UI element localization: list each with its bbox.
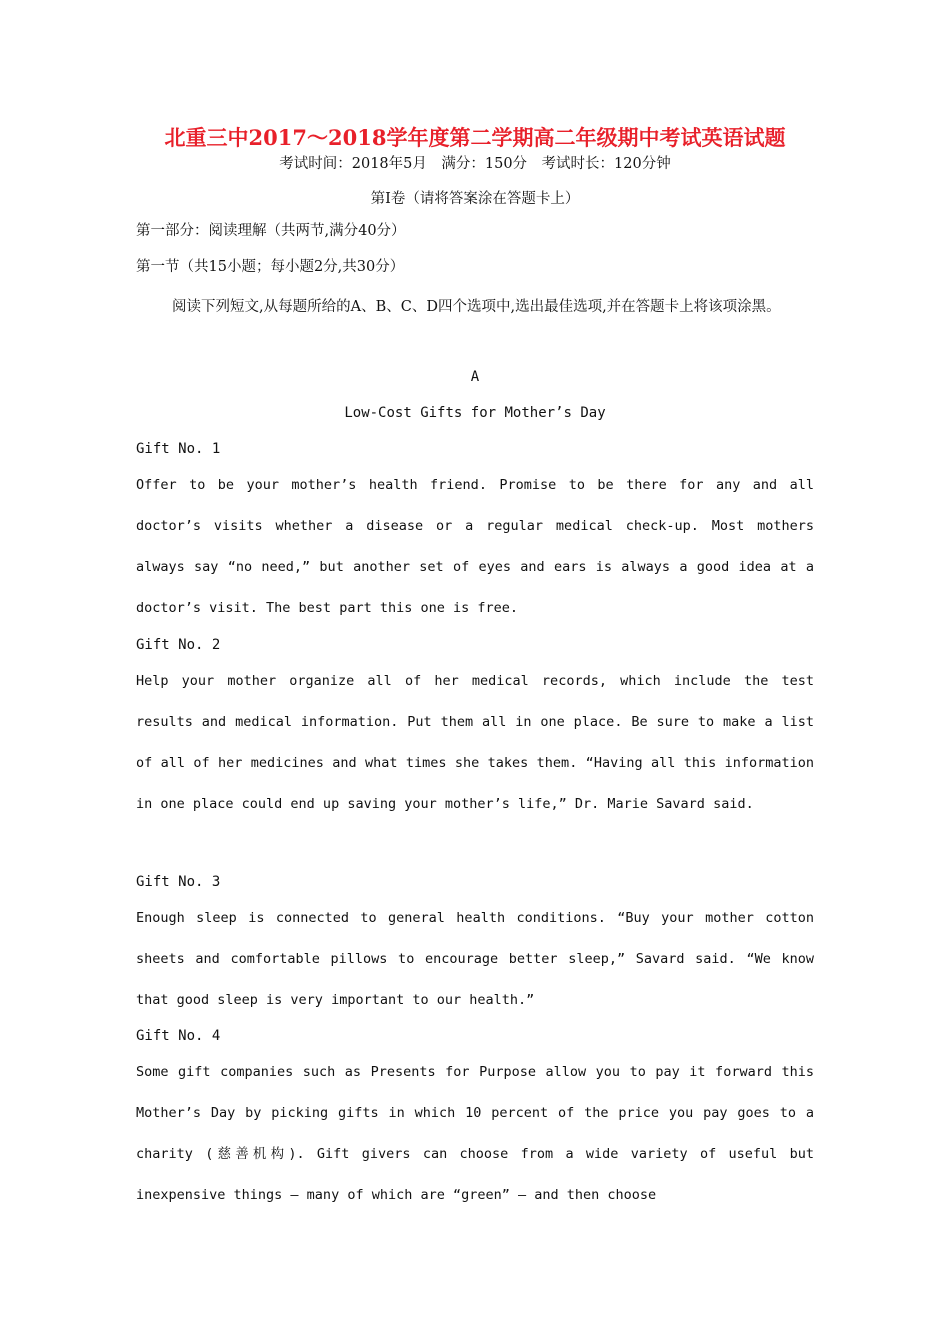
gift-3-heading: Gift No. 3 — [136, 874, 221, 890]
gift-4-text: Some gift companies such as Presents for Purpose allow you to pay it forward this Mother’s Day by picking gifts in which 10 percent of the price you pay goes to a charity (慈善机构). Gift givers can choose from a wide variety of useful but inexpensive things — many of which are “green” — and then choose — [136, 1064, 814, 1203]
gift-3-text: Enough sleep is connected to general health conditions. “Buy your mother cotton sheets and comfortable pillows to encourage better sleep,” Savard said. “We know that good sleep is very important to our health.” — [136, 910, 814, 1008]
gift-1-text: Offer to be your mother’s health friend. Promise to be there for any and all doctor’s visits whether a disease or a regular medical check-up. Most mothers always say “no need,” but another set of eyes and ears is always a good idea at a doctor’s visit. The best part this one is free. — [136, 477, 814, 616]
gift-2-heading: Gift No. 2 — [136, 637, 221, 653]
section-heading: 第一节（共15小题；每小题2分,共30分） — [136, 259, 405, 275]
gift-4-heading: Gift No. 4 — [136, 1028, 221, 1044]
exam-info: 考试时间：2018年5月 满分：150分 考试时长：120分钟 — [279, 156, 671, 172]
instructions: 阅读下列短文,从每题所给的A、B、C、D四个选项中,选出最佳选项,并在答题卡上将该项涂黑。 — [172, 299, 781, 315]
passage-title: Low-Cost Gifts for Mother’s Day — [344, 405, 606, 421]
passage-letter: A — [470, 369, 480, 385]
gift-2-text: Help your mother organize all of her medical records, which include the test results and medical information. Put them all in one place. Be sure to make a list of all of her medicines and what times she takes them. “Having all this information in one place could end up saving your mother’s life,” Dr. Marie Savard said. — [136, 673, 814, 812]
gift-1-heading: Gift No. 1 — [136, 441, 221, 457]
part-heading: 第一部分：阅读理解（共两节,满分40分） — [136, 223, 406, 239]
exam-title: 北重三中2017～2018学年度第二学期高二年级期中考试英语试题 — [164, 125, 786, 150]
volume-heading: 第Ⅰ卷（请将答案涂在答题卡上） — [370, 191, 580, 207]
